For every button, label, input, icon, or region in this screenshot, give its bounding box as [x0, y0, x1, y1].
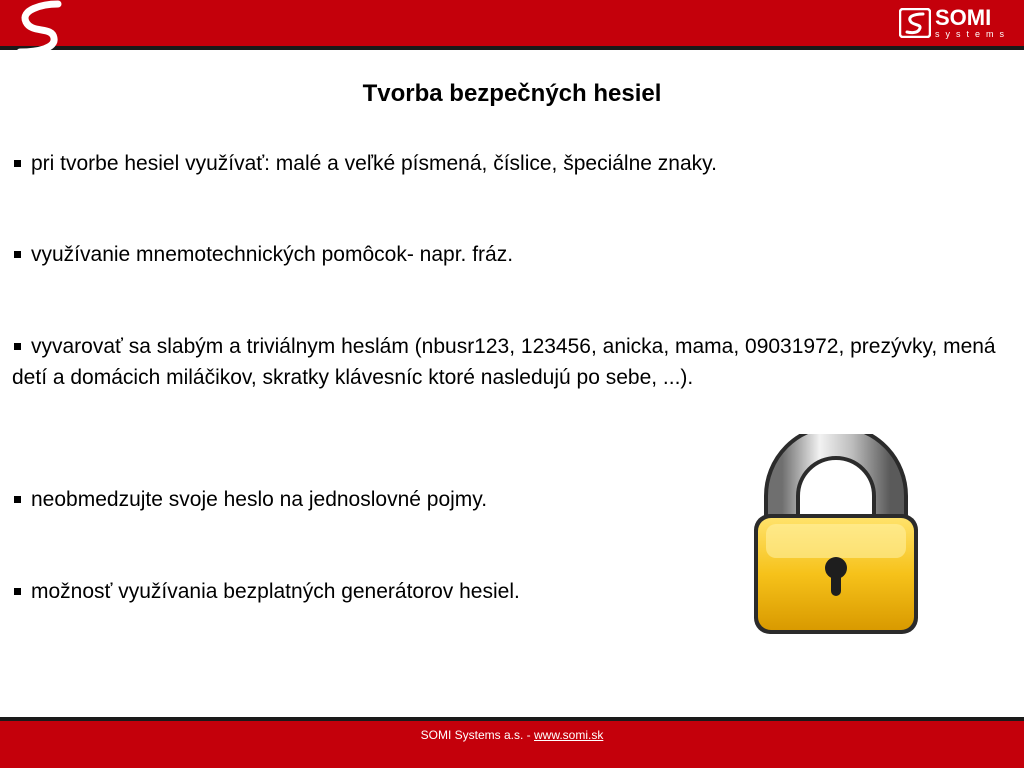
bullet-item: [12, 239, 1002, 270]
bullet-square-icon: [14, 496, 21, 503]
bullet-text: pri tvorbe hesiel využívať: malé a veľké písmená, číslice, špeciálne znaky.: [31, 152, 717, 175]
somi-logo-icon: [899, 8, 931, 38]
brand-subtitle: systems: [934, 29, 1010, 39]
bullet-square-icon: [14, 251, 21, 258]
slide-title: Tvorba bezpečných hesiel: [362, 80, 662, 107]
footer: [0, 728, 1024, 742]
bullet-item: [12, 331, 1002, 393]
bullet-square-icon: [14, 588, 21, 595]
bullet-item: [12, 148, 1002, 179]
footer-company: SOMI Systems a.s. -: [420, 728, 534, 742]
bullet-square-icon: [14, 343, 21, 350]
padlock-icon: [736, 434, 936, 640]
bullet-text: vyvarovať sa slabým a triviálnym heslám (nbusr123, 123456, anicka, mama, 09031972, prezývky, mená detí a domácich miláčikov, skratky klávesníc ktoré nasledujú po sebe, ...).: [12, 335, 996, 389]
somi-swoosh-icon: [8, 0, 72, 56]
header-bar: [0, 0, 1024, 46]
bullet-text: neobmedzujte svoje heslo na jednoslovné pojmy.: [31, 488, 488, 511]
bullet-text: využívanie mnemotechnických pomôcok- napr. fráz.: [31, 243, 514, 266]
brand-name: SOMI: [934, 5, 992, 30]
footer-website-link[interactable]: www.somi.sk: [534, 728, 604, 742]
bullet-text: možnosť využívania bezplatných generátorov hesiel.: [31, 580, 520, 603]
bullet-square-icon: [14, 160, 21, 167]
header-rule: [0, 46, 1024, 50]
brand-logo: [899, 6, 1010, 40]
